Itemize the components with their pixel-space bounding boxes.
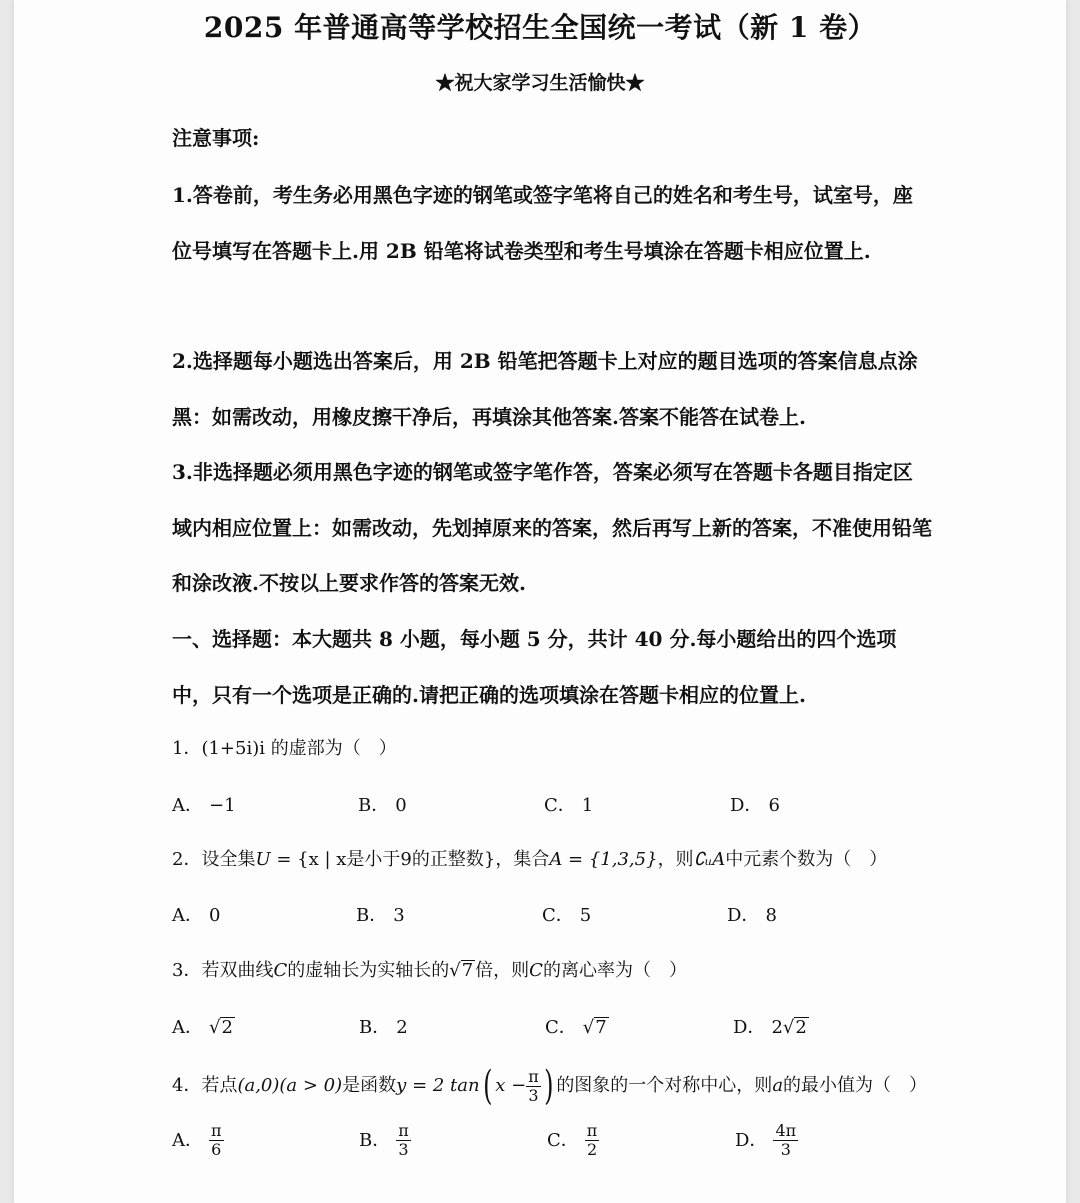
curve-variable: C	[273, 960, 288, 981]
option-c[interactable]: C． 5	[542, 905, 592, 926]
question-text: 若点	[201, 1075, 238, 1096]
variable-a: a	[772, 1075, 784, 1096]
question-text: 的最小值为（ ）	[783, 1075, 928, 1096]
notice-item-1: 1.答卷前，考生务必用黑色字迹的钢笔或签字笔将自己的姓名和考生号，试室号，座位号填写在答题卡上.用 2B 铅笔将试卷类型和考生号填涂在答题卡相应位置上.	[172, 183, 913, 263]
option-c[interactable]: C． 1	[544, 795, 594, 816]
curve-variable: C	[529, 960, 543, 981]
question-2: 2．设全集U = {x | x是小于9的正整数}，集合A = {1,3,5}，则∁ᵤA中元素个数为（ ）	[172, 849, 888, 870]
option-c[interactable]: C． $\frac{\pi}{2}$	[547, 1121, 598, 1159]
set-a: A = {1,3,5}	[549, 849, 658, 870]
option-a[interactable]: A． √2	[172, 1017, 233, 1038]
notice-item-2: 2.选择题每小题选出答案后，用 2B 铅笔把答题卡上对应的题目选项的答案信息点涂黑：如需改动，用橡皮擦干净后，再填涂其他答案.答案不能答在试卷上.	[172, 349, 918, 429]
question-4-options	[172, 1118, 932, 1168]
option-d[interactable]: D． 8	[727, 905, 777, 926]
sqrt-value: 7	[461, 960, 474, 981]
option-d[interactable]: D． 6	[730, 795, 780, 816]
complement-expression: ∁ᵤA	[693, 849, 726, 870]
question-text: ，集合	[495, 849, 550, 870]
option-d[interactable]: D． $\frac{4\pi}{3}$	[735, 1121, 797, 1159]
exam-page	[14, 0, 1066, 1203]
question-text: 若双曲线	[201, 960, 274, 981]
question-expression: (1+5i)i	[201, 738, 265, 759]
notice-item-3: 3.非选择题必须用黑色字迹的钢笔或签字笔作答，答案必须写在答题卡各题目指定区域内相应位置上：如需改动，先划掉原来的答案，然后再写上新的答案，不准使用铅笔和涂改液.不按以上要求作答的答案无效.	[172, 460, 932, 595]
point-expression: (a,0)(a > 0)	[237, 1075, 343, 1096]
question-1-options	[172, 790, 932, 822]
question-text: 的图象的一个对称中心，则	[556, 1075, 773, 1096]
question-text: ，则	[657, 849, 694, 870]
question-number: 3．	[172, 960, 202, 981]
option-a[interactable]: A． −1	[172, 795, 236, 816]
question-text: 设全集	[201, 849, 256, 870]
set-variable: U	[255, 849, 271, 870]
option-b[interactable]: B． $\frac{\pi}{3}$	[359, 1121, 409, 1159]
question-number: 2．	[172, 849, 202, 870]
question-4: 4．若点(a,0)(a > 0)是函数y = 2 tan( x − $\frac{\pi}{3}$ ) 的图象的一个对称中心，则a的最小值为（ ）	[172, 1063, 928, 1109]
option-a[interactable]: A． 0	[172, 905, 221, 926]
question-3-options	[172, 1012, 932, 1044]
set-description: x是小于9的正整数	[336, 849, 484, 870]
option-b[interactable]: B． 0	[358, 795, 407, 816]
question-text: 是函数	[342, 1075, 397, 1096]
page-subtitle: ★祝大家学习生活愉快★	[435, 72, 645, 94]
option-c[interactable]: C． √7	[545, 1017, 607, 1038]
question-text: 的离心率为（ ）	[542, 960, 687, 981]
question-2-options	[172, 900, 932, 932]
option-b[interactable]: B． 2	[359, 1017, 408, 1038]
option-a[interactable]: A． $\frac{\pi}{6}$	[172, 1121, 222, 1159]
fraction: $\frac{\pi}{3}$	[528, 1066, 539, 1105]
option-d[interactable]: D． 2√2	[733, 1017, 807, 1038]
question-text: 中元素个数为（ ）	[725, 849, 888, 870]
question-number: 4．	[172, 1075, 202, 1096]
question-text: 倍，则	[475, 960, 530, 981]
question-3: 3．若双曲线C的虚轴长为实轴长的√7 倍，则C的离心率为（ ）	[172, 960, 687, 981]
function-expression: y = 2 tan	[396, 1075, 480, 1096]
page-title: 2025 年普通高等学校招生全国统一考试（新 1 卷）	[203, 11, 877, 44]
question-text: 的虚轴长为实轴长的	[287, 960, 450, 981]
notice-heading: 注意事项:	[172, 126, 260, 150]
question-1	[172, 734, 932, 764]
section-one-instructions: 一、选择题：本大题共 8 小题，每小题 5 分，共计 40 分.每小题给出的四个选项中，只有一个选项是正确的.请把正确的选项填涂在答题卡相应的位置上.	[172, 627, 897, 707]
option-b[interactable]: B． 3	[356, 905, 405, 926]
question-number: 1．	[172, 738, 202, 759]
question-text: 的虚部为（ ）	[265, 738, 397, 759]
